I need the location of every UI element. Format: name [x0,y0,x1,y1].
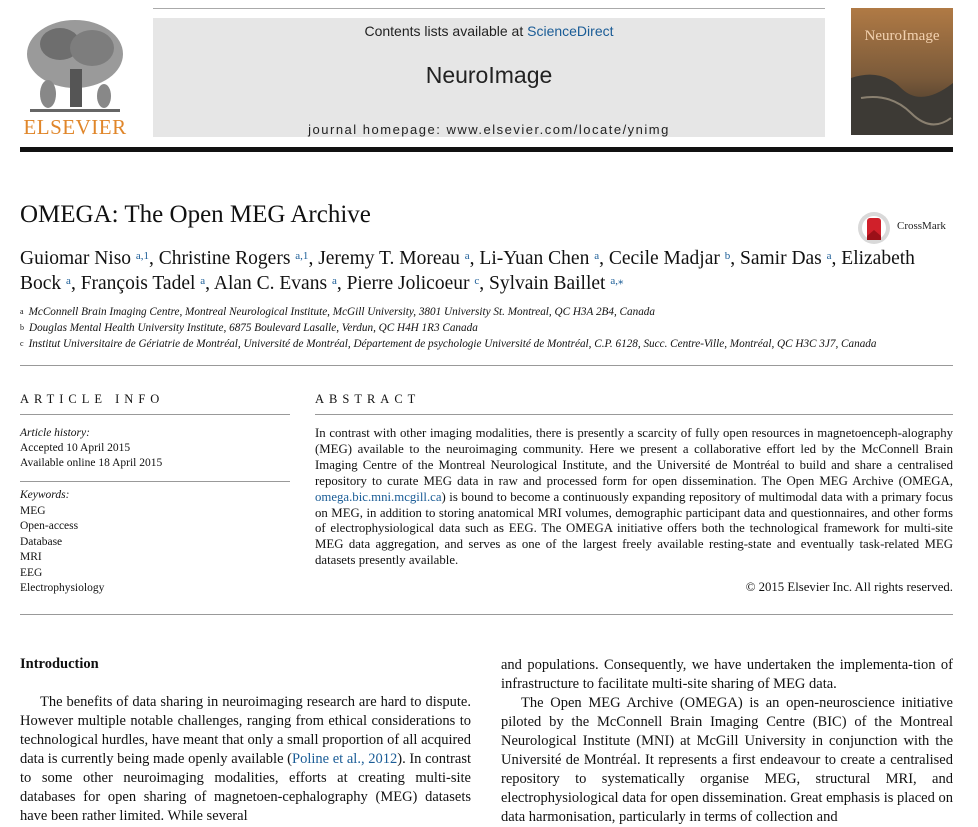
sciencedirect-link[interactable]: ScienceDirect [527,23,614,39]
affiliation-mark: a [20,307,24,316]
body-paragraph: and populations. Consequently, we have undertaken the implementa-tion of infrastructure to facilitate multi-site sharing of MEG data. [501,657,953,692]
divider [315,414,953,415]
crossmark-label: CrossMark [897,220,946,232]
article-title: OMEGA: The Open MEG Archive [20,201,371,228]
tree-icon [20,14,130,114]
author: Jeremy T. Moreau $^a$ [318,248,470,269]
author-list: Guiomar Niso $^{a,1}$, Christine Rogers $^{a,1}$, Jeremy T. Moreau $^a$, Li-Yuan Chen $^a$, Cecile Madjar $^b$, Samir Das $^a$, Elizabeth Bock $^a$, François Tadel $^a$, Alan C. Evans $^a$, Pierre Jolicoeur $^c$, Sylvain Baillet $^{a,⁎}$ [20,248,915,294]
author: Elizabeth Bock $^a$ [20,248,915,294]
homepage-prefix: journal homepage: [308,122,447,137]
contents-prefix: Contents lists available at [364,23,528,39]
affiliation-marker[interactable]: a,⁎ [610,275,624,287]
affiliation-marker[interactable]: a [200,275,206,287]
keyword: MRI [20,551,42,563]
author: Christine Rogers $^{a,1}$ [158,248,309,269]
affiliation-marker[interactable]: a [66,275,71,287]
affiliation-marker[interactable]: a [331,275,337,287]
affiliation-text: McConnell Brain Imaging Centre, Montreal Neurological Institute, McGill University, 3801 University St. Montreal, QC H3A 2B4, Canada [28,306,655,318]
affiliation-text: Douglas Mental Health University Institute, 6875 Boulevard Lasalle, Verdun, QC H4H 1R3 Canada [29,322,478,334]
introduction-heading: Introduction [20,656,99,672]
homepage-url[interactable]: www.elsevier.com/locate/ynimg [446,122,670,137]
affiliation [20,320,960,336]
accepted-date: Accepted 10 April 2015 [20,442,131,454]
keyword: Electrophysiology [20,582,105,594]
affiliation-marker[interactable]: c [474,275,480,287]
online-date: Available online 18 April 2015 [20,457,163,469]
keywords-block [20,488,104,597]
affiliation-marker[interactable]: b [724,250,731,262]
keyword: Open-access [20,520,79,532]
author: Li-Yuan Chen $^a$ [479,248,600,269]
affiliation-mark: b [20,323,24,332]
body-right-column [501,656,953,825]
affiliation [20,336,960,352]
affiliation-marker[interactable]: a,1 [135,250,150,262]
author: Cecile Madjar $^b$ [608,248,731,269]
body-left-column [20,693,471,824]
crossmark-icon [856,210,892,246]
divider [20,414,290,415]
body-text: The benefits of data sharing in neuroimaging research are hard to dispute. However multiple notable challenges, ranging from ethical considerations to technological hurdles, have meant that only a small proportion of all acquired data is currently being made openly available ( [20,694,471,767]
abstract-part: ) is bound to become a continuously expanding repository of multimodal data with a primary focus on MEG, in addition to storing anatomical MRI volumes, demographic participant data and questionnaires, and other forms of electrophysiological data such as EEG. The OMEGA initiative offers both the technological framework for multi-site MEG data aggregation, and serves as one of the largest freely available resting-state and eventually task-related MEG datasets presently available. [315,489,953,568]
keyword: EEG [20,566,43,579]
affiliation-marker[interactable]: a [594,250,600,262]
affiliation-marker[interactable]: a,1 [295,250,309,262]
divider [20,365,953,366]
article-history [20,426,162,471]
citation-link[interactable]: Poline et al., 2012 [292,751,398,767]
author: Guiomar Niso $^{a,1}$ [20,248,150,269]
author: Alan C. Evans $^a$ [213,273,337,294]
keywords-label: Keywords: [20,489,70,501]
author: Sylvain Baillet $^{a,⁎}$ [489,273,624,294]
affiliation-marker[interactable]: a [826,250,832,262]
top-rule [153,8,825,9]
cover-title: NeuroImage [864,28,940,44]
author: Samir Das $^a$ [739,248,832,269]
crossmark-badge[interactable] [856,210,956,244]
affiliation-text: Institut Universitaire de Gériatrie de Montréal, Université de Montréal, Département de psychologie Université de Montréal, C.P. 6128, Succ. Centre-Ville, Montréal, QC H3C 3J7, Canada [28,338,877,350]
publisher-name: ELSEVIER [23,115,127,139]
article-info-heading: ARTICLE INFO [20,392,165,406]
affiliation-mark: c [20,339,24,348]
body-paragraph: The Open MEG Archive (OMEGA) is an open-neuroscience initiative piloted by the McConnell Brain Imaging Centre (BIC) of the Montreal Neurological Institute (MNI) at McGill University in conjunction with the Université de Montréal. It represents a first endeavour to create a centralised repository to systematically organise MEG, structural MRI, and electrophysiological data for open dissemination. Great emphasis is placed on data harmonisation, particularly in terms of collection and [501,695,953,825]
omega-link[interactable]: omega.bic.mni.mcgill.ca [315,489,442,504]
abstract-heading: ABSTRACT [315,392,421,406]
copyright: © 2015 Elsevier Inc. All rights reserved. [745,580,953,594]
keyword: Database [20,535,63,548]
body-text: ). In contrast to some other neuroimaging modalities, efforts at creating multi-site databases for open sharing of magnetoen-cephalography (MEG) datasets have been rather limited. While several [20,751,471,824]
journal-cover-image [851,8,953,135]
affiliation [20,304,960,320]
divider [20,481,290,482]
abstract-text [315,426,953,569]
divider [20,614,953,615]
homepage-line [153,122,825,137]
abstract-part: In contrast with other imaging modalities, there is presently a scarcity of fully open resources in magnetoenceph-alography (MEG) available to the neuroimaging community. Here we present a collaborative effort led by the McConnell Brain Imaging Centre of the Montreal Neurological Institute, and the Université de Montréal to build and share a centralised repository to curate MEG data in raw and processed form for open dissemination. The Open MEG Archive (OMEGA, [315,426,953,488]
affiliation-marker[interactable]: a [464,250,470,262]
affiliation-list [20,304,960,352]
header-divider [20,147,953,152]
keyword: MEG [20,504,46,517]
history-label: Article history: [20,427,90,439]
journal-name: NeuroImage [425,62,553,88]
contents-line [153,23,825,39]
journal-banner [153,18,825,137]
author: Pierre Jolicoeur $^c$ [346,273,480,294]
author: François Tadel $^a$ [80,273,206,294]
elsevier-logo [20,14,130,138]
